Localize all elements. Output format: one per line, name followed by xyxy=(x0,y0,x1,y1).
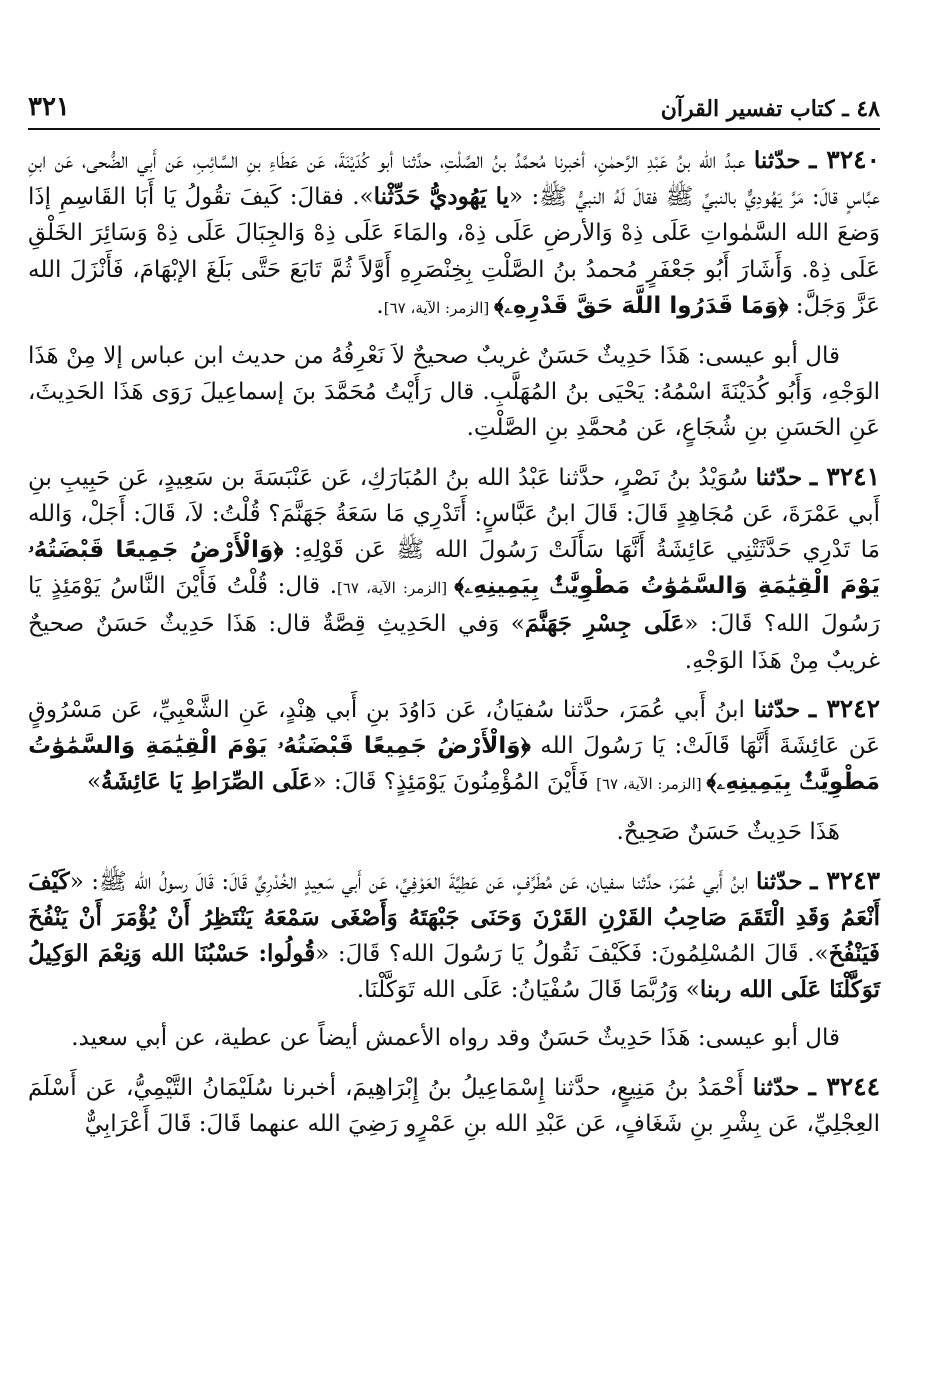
prophet-quote: كَيْفَ أَنْعَمُ وَقَدِ الْتَقَمَ صَاحِبُ القَرْنِ القَرْنَ وَحَنَى جَبْهَتَهُ وَأَصْغَى سَمْعَهُ يَنْتَظِرُ أَنْ يُؤْمَرَ أَنْ يَنْفُخَ فَيَنْفُخَ xyxy=(28,867,880,968)
chapter-title: ٤٨ ـ كتاب تفسير القرآن xyxy=(660,96,880,122)
hadith-text: ». قَالَ المُسْلِمُونَ: فَكَيْفَ نَقُولُ يَا رَسُولَ الله؟ قَالَ: « xyxy=(315,941,829,968)
commentary-3242: هَذَا حَدِيثٌ حَسَنٌ صَحِيحٌ. xyxy=(616,819,840,846)
hadith-text: ». فقالَ: كَيفَ تقُولُ يَا أَبَا القَاسِمِ إذَا وَضعَ الله السَّمٰواتِ عَلَى ذِهْ وَالأرضِ عَلَى ذِهْ، والمَاءَ عَلَى ذِهْ وَالجِبَالَ عَلَى ذِهْ وَسَائِرَ الخَلْقِ عَلَى ذِهْ. وَأَشَارَ أَبُو جَعْفَرٍ مُحمدُ بنُ الصَّلْتِ بِخِنْصَرِهِ أَوَّلاً ثُمَّ تَابَعَ حَتَّى بَلَغَ الإبْهَامَ، فَأَنْزَلَ الله عَزَّ وَجَلَّ: xyxy=(28,184,880,319)
hadith-text: . قال: قُلْتُ فَأَيْنَ النَّاسُ يَوْمَئِذٍ يَا رَسُولَ الله؟ قَالَ: « xyxy=(28,573,880,638)
hadith-text: . xyxy=(376,292,384,319)
verse-reference: [الزمر: الآية، ٦٧] xyxy=(337,579,455,598)
commentary-3240: قال أبو عيسى: هَذَا حَدِيثٌ حَسَنٌ غريبٌ صحيحٌ لاَ نَعْرِفُهُ من حديث ابن عباس إلا مِنْ هَذَا الوَجْهِ، وَأَبُو كُدَيْنَةَ اسْمُهُ: يَحْيَى بنُ المُهَلَّبِ. قال رَأَيْتُ مُحَمَّدَ بنَ إسماعِيلَ رَوَى هَذَا الحَدِيثَ، عَنِ الحَسَنِ بنِ شُجَاعٍ، عَن مُحمَّدِ بنِ الصَّلْتِ. xyxy=(28,343,880,442)
page-header xyxy=(28,78,880,130)
page-body xyxy=(28,142,880,1154)
quran-verse: ﴿وَمَا قَدَرُوا اللَّهَ حَقَّ قَدْرِهِۦ﴾ xyxy=(494,292,789,319)
hadith-3241 xyxy=(28,459,880,679)
hadith-number: ٣٢٤٣ ـ xyxy=(810,865,881,895)
hadith-text: سُوَيْدُ بنُ نَصْرٍ، حدَّثنا عَبْدُ الله بنُ المُبَارَكِ، عَن عَنْبَسَةَ بن سَعِيدٍ، عَن حَبِيبِ بنِ أَبي عَمْرَةَ، عَن مُجَاهِدٍ قَالَ: قَالَ ابنُ عَبَّاسٍ: أَتَدْرِي مَا سَعَةُ جَهَنَّمَ؟ قُلْتُ: لاَ، قَالَ: أَجَلْ، وَالله مَا تَدْرِي حَدَّثَتْنِي عَائِشَةُ أَنَّهَا سَأَلَتْ رَسُولَ الله ﷺ عَن قَوْلِهِ: xyxy=(28,464,880,564)
verse-reference: [الزمر: الآية، ٦٧] xyxy=(596,775,707,794)
page-number: ٣٢١ xyxy=(28,92,70,122)
hadith-text: فَأَيْنَ المُؤْمِنُونَ يَوْمَئِذٍ؟ قَالَ: « xyxy=(312,769,597,796)
hadith-text: » وَرُبَّمَا قَالَ سُفْيَانُ: عَلَى الله تَوَكَّلْنَا. xyxy=(356,977,700,1004)
hadith-number: ٣٢٤١ ـ xyxy=(809,461,881,491)
prophet-quote: قُولُوا: حَسْبُنَا الله وَنِعْمَ الوَكِيلُ تَوَكَّلْنَا عَلَى الله ربنا xyxy=(28,940,880,1004)
hadith-text: ابنُ أَبي عُمَرَ، حدَّثنا سفيان، عَن مُطَرِّفٍ، عَن عَطِيَّةَ العَوْفِيِّ، عَن أَبي سَعِيدٍ الخُدْرِيِّ قَالَ: قَالَ رسولُ الله ﷺ: « xyxy=(69,868,756,895)
hadith-3244 xyxy=(28,1069,880,1142)
haddathana-label: حدّثنا xyxy=(753,147,801,174)
hadith-number: ٣٢٤٠ ـ xyxy=(809,145,880,174)
hadith-number: ٣٢٤٢ ـ xyxy=(808,693,881,723)
hadith-3242 xyxy=(28,691,880,803)
verse-reference: [الزمر: الآية، ٦٧] xyxy=(383,298,495,317)
quran-verse: ﴿وَالْأَرْضُ جَمِيعًا قَبْضَتُهُۥ يَوْمَ الْقِيَٰمَةِ وَالسَّمَٰوَٰتُ مَطْوِيَّٰتٌۢ بِيَمِينِهِۦ﴾ xyxy=(28,537,880,600)
hadith-text: » xyxy=(86,769,102,796)
haddathana-label: حدّثنا xyxy=(752,1073,800,1101)
commentary-3243: قال أبو عيسى: هَذَا حَدِيثٌ حَسَنٌ وقد رواه الأعمش أيضاً عن عطية، عن أبي سعيد. xyxy=(71,1025,840,1052)
prophet-quote: عَلَى الصِّرَاطِ يَا عَائِشَةُ xyxy=(101,768,313,796)
haddathana-label: حدّثنا xyxy=(755,867,803,895)
hadith-3243 xyxy=(28,863,880,1009)
hadith-text: عبدُ الله بنُ عَبْدِ الرَّحمٰنِ، أخبرنا مُحمَّدُ بنُ الصَّلْتِ، حدَّثنا أبو كُدَيْنَةَ، عَن عَطَاءِ بنِ السَّائِبِ، عَن أَبي الضُّحى، عَن ابنِ عبَّاسٍ قالَ: مَرَّ يَهُودِيٌّ بالنبيِّ ﷺ فقالَ لَهُ النبيُّ ﷺ: « xyxy=(28,148,880,211)
hadith-3240 xyxy=(28,142,880,326)
haddathana-label: حدّثنا xyxy=(753,695,801,723)
quran-verse: ﴿وَالْأَرْضُ جَمِيعًا قَبْضَتُهُۥ يَوْمَ الْقِيَٰمَةِ وَالسَّمَٰوَٰتُ مَطْوِيَّٰتٌۢ بِيَمِينِهِۦ﴾ xyxy=(28,733,880,796)
hadith-text: ابنُ أَبي عُمَرَ، حدَّثنا سُفيَانُ، عَن دَاوُدَ بنِ أَبي هِنْدٍ، عَنِ الشَّعْبِيِّ، عَن مَسْرُوقٍ عَن عَائِشَةَ أَنَّهَا قَالَتْ: يَا رَسُولَ الله xyxy=(28,696,880,760)
prophet-quote: عَلَى جِسْرِ جَهَنَّمَ xyxy=(524,610,685,638)
hadith-number: ٣٢٤٤ ـ xyxy=(808,1071,880,1101)
prophet-quote: يا يَهُوديُّ حَدِّثْنا xyxy=(373,183,510,211)
hadith-text: » وَفي الحَدِيثِ قِصَّةٌ قال: هَذَا حَدِيثٌ حَسَنٌ صحيحٌ غريبٌ مِنْ هَذَا الوَجْهِ. xyxy=(28,611,880,674)
hadith-text: أَحْمَدُ بنُ مَنِيعٍ، حدَّثنا إِسْمَاعِيلُ بنُ إِبْرَاهِيمَ، أخبرنا سُلَيْمَانُ التَّيْمِيُّ، عَن أَسْلَمَ العِجْلِيِّ، عَن بِشْرِ بنِ شَغَافٍ، عَن عَبْدِ الله بنِ عَمْرٍو رَضِيَ الله عنهما قَالَ: قَالَ أَعْرَابِيٌّ xyxy=(28,1074,880,1137)
haddathana-label: حدّثنا xyxy=(755,463,803,491)
